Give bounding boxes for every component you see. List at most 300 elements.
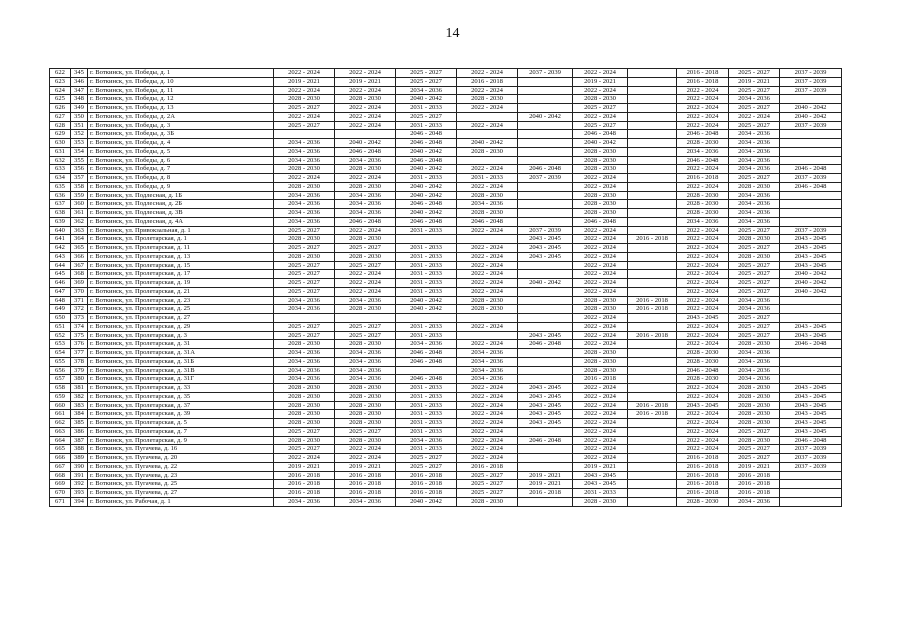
period-8-cell: 2028 - 2030 [677,209,729,218]
period-9-cell: 2028 - 2030 [729,384,780,393]
row-number-cell: 668 [50,471,71,480]
period-4-cell: 2022 - 2024 [457,427,518,436]
row-number-cell: 622 [50,69,71,78]
period-8-cell: 2016 - 2018 [677,69,729,78]
period-4-cell [457,235,518,244]
period-2-cell: 2034 - 2036 [335,209,396,218]
table-row [50,174,842,183]
period-4-cell: 2028 - 2030 [457,497,518,506]
period-6-cell: 2022 - 2024 [573,270,628,279]
period-5-cell: 2043 - 2045 [518,244,573,253]
period-3-cell: 2031 - 2033 [396,261,457,270]
house-number-cell: 353 [71,139,88,148]
period-10-cell: 2043 - 2045 [780,331,842,340]
period-9-cell: 2025 - 2027 [729,427,780,436]
table-row [50,121,842,130]
period-7-cell [628,462,677,471]
period-8-cell: 2028 - 2030 [677,191,729,200]
period-10-cell [780,191,842,200]
address-cell: г. Воткинск, ул. Победы, д. 8 [88,174,274,183]
period-6-cell: 2043 - 2045 [573,471,628,480]
period-10-cell [780,314,842,323]
period-7-cell [628,314,677,323]
house-number-cell: 375 [71,331,88,340]
address-cell: г. Воткинск, ул. Пролетарская, д. 27 [88,314,274,323]
period-7-cell [628,497,677,506]
period-5-cell [518,86,573,95]
house-number-cell: 346 [71,77,88,86]
period-1-cell: 2034 - 2036 [274,296,335,305]
period-3-cell: 2040 - 2042 [396,147,457,156]
period-2-cell: 2022 - 2024 [335,86,396,95]
period-6-cell: 2019 - 2021 [573,462,628,471]
period-9-cell: 2025 - 2027 [729,69,780,78]
period-10-cell [780,217,842,226]
period-1-cell: 2028 - 2030 [274,384,335,393]
period-7-cell [628,366,677,375]
period-10-cell: 2043 - 2045 [780,384,842,393]
period-8-cell: 2028 - 2030 [677,139,729,148]
table-row [50,209,842,218]
table-row [50,366,842,375]
period-10-cell: 2037 - 2039 [780,454,842,463]
table-row [50,322,842,331]
period-3-cell: 2031 - 2033 [396,419,457,428]
period-10-cell: 2040 - 2042 [780,279,842,288]
period-1-cell: 2028 - 2030 [274,235,335,244]
period-6-cell: 2028 - 2030 [573,165,628,174]
house-number-cell: 385 [71,419,88,428]
period-9-cell: 2034 - 2036 [729,217,780,226]
period-4-cell: 2022 - 2024 [457,340,518,349]
period-7-cell: 2016 - 2018 [628,296,677,305]
address-cell: г. Воткинск, ул. Пролетарская, д. 31 [88,340,274,349]
period-8-cell: 2022 - 2024 [677,279,729,288]
period-7-cell [628,182,677,191]
house-number-cell: 350 [71,112,88,121]
period-3-cell: 2031 - 2033 [396,226,457,235]
address-cell: г. Воткинск, ул. Пролетарская, д. 5 [88,419,274,428]
period-8-cell: 2028 - 2030 [677,497,729,506]
period-4-cell [457,156,518,165]
period-4-cell: 2025 - 2027 [457,489,518,498]
period-4-cell: 2028 - 2030 [457,209,518,218]
period-6-cell: 2022 - 2024 [573,314,628,323]
period-9-cell: 2034 - 2036 [729,130,780,139]
period-4-cell: 2022 - 2024 [457,270,518,279]
house-number-cell: 380 [71,375,88,384]
house-number-cell: 364 [71,235,88,244]
period-3-cell: 2031 - 2033 [396,384,457,393]
period-3-cell: 2031 - 2033 [396,331,457,340]
period-10-cell [780,130,842,139]
table-row [50,270,842,279]
row-number-cell: 630 [50,139,71,148]
period-1-cell: 2034 - 2036 [274,366,335,375]
period-3-cell [396,366,457,375]
period-7-cell [628,375,677,384]
row-number-cell: 640 [50,226,71,235]
period-3-cell: 2046 - 2048 [396,200,457,209]
row-number-cell: 629 [50,130,71,139]
table-row [50,200,842,209]
period-7-cell [628,392,677,401]
period-3-cell: 2031 - 2033 [396,410,457,419]
period-1-cell: 2025 - 2027 [274,104,335,113]
period-3-cell: 2046 - 2048 [396,156,457,165]
period-3-cell: 2025 - 2027 [396,454,457,463]
period-6-cell: 2028 - 2030 [573,95,628,104]
period-8-cell: 2046 - 2048 [677,366,729,375]
period-4-cell: 2022 - 2024 [457,392,518,401]
address-cell: г. Воткинск, ул. Подлесная, д. 2Б [88,200,274,209]
period-2-cell: 2028 - 2030 [335,165,396,174]
address-cell: г. Воткинск, ул. Пролетарская, д. 31Б [88,357,274,366]
period-1-cell: 2025 - 2027 [274,261,335,270]
period-1-cell: 2034 - 2036 [274,139,335,148]
row-number-cell: 655 [50,357,71,366]
period-2-cell: 2046 - 2048 [335,217,396,226]
period-4-cell: 2022 - 2024 [457,182,518,191]
house-number-cell: 355 [71,156,88,165]
row-number-cell: 663 [50,427,71,436]
period-1-cell: 2028 - 2030 [274,182,335,191]
period-6-cell: 2022 - 2024 [573,182,628,191]
row-number-cell: 659 [50,392,71,401]
period-4-cell [457,314,518,323]
period-2-cell: 2016 - 2018 [335,489,396,498]
period-6-cell: 2028 - 2030 [573,349,628,358]
period-2-cell: 2028 - 2030 [335,235,396,244]
period-8-cell: 2016 - 2018 [677,471,729,480]
row-number-cell: 656 [50,366,71,375]
period-3-cell [396,314,457,323]
row-number-cell: 646 [50,279,71,288]
period-8-cell: 2022 - 2024 [677,95,729,104]
period-2-cell: 2034 - 2036 [335,366,396,375]
period-6-cell: 2028 - 2030 [573,156,628,165]
row-number-cell: 628 [50,121,71,130]
period-8-cell: 2022 - 2024 [677,226,729,235]
period-2-cell: 2025 - 2027 [335,261,396,270]
period-7-cell [628,419,677,428]
period-9-cell: 2028 - 2030 [729,410,780,419]
period-10-cell: 2040 - 2042 [780,112,842,121]
address-cell: г. Воткинск, ул. Победы, д. 6 [88,156,274,165]
period-8-cell: 2022 - 2024 [677,261,729,270]
address-cell: г. Воткинск, ул. Пролетарская, д. 11 [88,244,274,253]
period-8-cell: 2022 - 2024 [677,410,729,419]
house-number-cell: 360 [71,200,88,209]
period-3-cell: 2046 - 2048 [396,357,457,366]
house-number-cell: 358 [71,182,88,191]
period-3-cell: 2034 - 2036 [396,86,457,95]
table-row [50,130,842,139]
period-4-cell: 2022 - 2024 [457,419,518,428]
row-number-cell: 661 [50,410,71,419]
period-1-cell: 2025 - 2027 [274,322,335,331]
row-number-cell: 649 [50,305,71,314]
table-row [50,165,842,174]
table-row [50,305,842,314]
period-9-cell: 2034 - 2036 [729,375,780,384]
period-6-cell: 2022 - 2024 [573,112,628,121]
period-5-cell: 2037 - 2039 [518,69,573,78]
period-2-cell: 2028 - 2030 [335,436,396,445]
period-8-cell: 2022 - 2024 [677,104,729,113]
period-4-cell: 2034 - 2036 [457,366,518,375]
period-5-cell [518,366,573,375]
row-number-cell: 670 [50,489,71,498]
row-number-cell: 651 [50,322,71,331]
period-2-cell: 2046 - 2048 [335,147,396,156]
address-cell: г. Воткинск, ул. Подлесная, д. 3В [88,209,274,218]
table-row [50,349,842,358]
period-2-cell: 2034 - 2036 [335,296,396,305]
period-1-cell: 2034 - 2036 [274,200,335,209]
period-9-cell: 2034 - 2036 [729,95,780,104]
house-number-cell: 376 [71,340,88,349]
period-1-cell: 2016 - 2018 [274,471,335,480]
period-9-cell: 2025 - 2027 [729,322,780,331]
period-8-cell: 2028 - 2030 [677,357,729,366]
period-4-cell: 2046 - 2048 [457,217,518,226]
row-number-cell: 645 [50,270,71,279]
period-10-cell: 2043 - 2045 [780,261,842,270]
period-2-cell: 2028 - 2030 [335,340,396,349]
period-1-cell: 2025 - 2027 [274,226,335,235]
period-8-cell: 2022 - 2024 [677,331,729,340]
period-5-cell [518,497,573,506]
period-9-cell: 2025 - 2027 [729,104,780,113]
period-4-cell: 2034 - 2036 [457,357,518,366]
period-8-cell: 2016 - 2018 [677,77,729,86]
row-number-cell: 635 [50,182,71,191]
period-7-cell [628,77,677,86]
row-number-cell: 654 [50,349,71,358]
address-cell: г. Воткинск, ул. Рабочая, д. 1 [88,497,274,506]
period-9-cell: 2025 - 2027 [729,244,780,253]
address-cell: г. Воткинск, ул. Пролетарская, д. 9 [88,436,274,445]
period-1-cell: 2019 - 2021 [274,462,335,471]
period-3-cell: 2016 - 2018 [396,489,457,498]
address-cell: г. Воткинск, ул. Привокзальная, д. 1 [88,226,274,235]
period-5-cell [518,200,573,209]
period-1-cell: 2028 - 2030 [274,95,335,104]
period-4-cell: 2022 - 2024 [457,279,518,288]
period-8-cell: 2022 - 2024 [677,287,729,296]
period-5-cell [518,156,573,165]
house-number-cell: 388 [71,445,88,454]
period-1-cell: 2025 - 2027 [274,331,335,340]
period-7-cell [628,471,677,480]
period-1-cell: 2028 - 2030 [274,401,335,410]
period-5-cell [518,357,573,366]
period-7-cell [628,489,677,498]
row-number-cell: 632 [50,156,71,165]
table-row [50,357,842,366]
house-number-cell: 348 [71,95,88,104]
period-4-cell: 2022 - 2024 [457,410,518,419]
table-row [50,384,842,393]
table-row [50,86,842,95]
period-7-cell: 2016 - 2018 [628,401,677,410]
period-3-cell: 2031 - 2033 [396,270,457,279]
house-number-cell: 362 [71,217,88,226]
period-4-cell: 2022 - 2024 [457,454,518,463]
period-4-cell: 2034 - 2036 [457,375,518,384]
period-5-cell: 2043 - 2045 [518,252,573,261]
address-cell: г. Воткинск, ул. Пугачева, д. 16 [88,445,274,454]
period-2-cell: 2034 - 2036 [335,497,396,506]
address-cell: г. Воткинск, ул. Пролетарская, д. 31В [88,366,274,375]
period-4-cell [457,112,518,121]
row-number-cell: 658 [50,384,71,393]
period-7-cell [628,480,677,489]
period-3-cell: 2046 - 2048 [396,139,457,148]
period-4-cell: 2022 - 2024 [457,69,518,78]
address-cell: г. Воткинск, ул. Пролетарская, д. 39 [88,410,274,419]
house-number-cell: 378 [71,357,88,366]
period-5-cell [518,427,573,436]
period-4-cell: 2022 - 2024 [457,445,518,454]
period-6-cell: 2028 - 2030 [573,366,628,375]
address-cell: г. Воткинск, ул. Победы, д. 3 [88,121,274,130]
schedule-table [49,68,842,507]
address-cell: г. Воткинск, ул. Пролетарская, д. 19 [88,279,274,288]
period-9-cell: 2034 - 2036 [729,156,780,165]
period-10-cell [780,209,842,218]
period-6-cell: 2028 - 2030 [573,305,628,314]
period-1-cell: 2028 - 2030 [274,165,335,174]
period-7-cell [628,349,677,358]
address-cell: г. Воткинск, ул. Пролетарская, д. 3 [88,331,274,340]
period-1-cell: 2034 - 2036 [274,147,335,156]
period-8-cell: 2034 - 2036 [677,147,729,156]
period-4-cell: 2022 - 2024 [457,401,518,410]
period-2-cell: 2022 - 2024 [335,279,396,288]
period-5-cell [518,77,573,86]
period-5-cell: 2043 - 2045 [518,235,573,244]
period-7-cell [628,340,677,349]
period-6-cell: 2028 - 2030 [573,497,628,506]
house-number-cell: 352 [71,130,88,139]
period-1-cell: 2034 - 2036 [274,349,335,358]
period-1-cell: 2022 - 2024 [274,69,335,78]
period-7-cell [628,209,677,218]
period-1-cell: 2025 - 2027 [274,279,335,288]
period-3-cell: 2031 - 2033 [396,121,457,130]
period-8-cell: 2016 - 2018 [677,480,729,489]
period-2-cell: 2028 - 2030 [335,384,396,393]
period-6-cell: 2022 - 2024 [573,331,628,340]
period-2-cell: 2034 - 2036 [335,357,396,366]
period-1-cell: 2034 - 2036 [274,217,335,226]
table-row [50,261,842,270]
period-5-cell: 2019 - 2021 [518,480,573,489]
period-6-cell: 2022 - 2024 [573,445,628,454]
period-4-cell: 2022 - 2024 [457,121,518,130]
period-6-cell: 2022 - 2024 [573,226,628,235]
address-cell: г. Воткинск, ул. Пугачева, д. 25 [88,480,274,489]
period-10-cell: 2037 - 2039 [780,445,842,454]
period-3-cell [396,235,457,244]
period-6-cell: 2028 - 2030 [573,209,628,218]
period-6-cell: 2031 - 2033 [573,489,628,498]
period-5-cell: 2037 - 2039 [518,226,573,235]
house-number-cell: 347 [71,86,88,95]
period-2-cell: 2022 - 2024 [335,104,396,113]
period-10-cell: 2046 - 2048 [780,340,842,349]
period-2-cell: 2025 - 2027 [335,244,396,253]
period-1-cell: 2022 - 2024 [274,86,335,95]
period-5-cell [518,270,573,279]
period-10-cell: 2043 - 2045 [780,322,842,331]
period-6-cell: 2022 - 2024 [573,454,628,463]
period-5-cell [518,287,573,296]
period-8-cell: 2022 - 2024 [677,436,729,445]
period-10-cell: 2043 - 2045 [780,410,842,419]
row-number-cell: 671 [50,497,71,506]
table-row [50,191,842,200]
period-8-cell: 2022 - 2024 [677,86,729,95]
row-number-cell: 639 [50,217,71,226]
period-4-cell: 2028 - 2030 [457,305,518,314]
period-10-cell: 2043 - 2045 [780,252,842,261]
period-9-cell: 2028 - 2030 [729,340,780,349]
period-10-cell: 2043 - 2045 [780,427,842,436]
period-9-cell: 2034 - 2036 [729,165,780,174]
period-3-cell: 2040 - 2042 [396,95,457,104]
period-3-cell: 2040 - 2042 [396,497,457,506]
table-row [50,296,842,305]
address-cell: г. Воткинск, ул. Пролетарская, д. 33 [88,384,274,393]
period-9-cell: 2034 - 2036 [729,200,780,209]
period-8-cell: 2028 - 2030 [677,200,729,209]
table-row [50,147,842,156]
period-8-cell: 2046 - 2048 [677,130,729,139]
period-3-cell: 2016 - 2018 [396,471,457,480]
period-7-cell [628,279,677,288]
period-9-cell: 2019 - 2021 [729,462,780,471]
period-7-cell [628,165,677,174]
period-3-cell: 2031 - 2033 [396,427,457,436]
period-5-cell [518,182,573,191]
period-8-cell: 2016 - 2018 [677,174,729,183]
period-9-cell: 2016 - 2018 [729,480,780,489]
table-row [50,331,842,340]
period-8-cell: 2043 - 2045 [677,401,729,410]
period-2-cell: 2034 - 2036 [335,375,396,384]
period-7-cell [628,454,677,463]
address-cell: г. Воткинск, ул. Подлесная, д. 4А [88,217,274,226]
period-2-cell: 2028 - 2030 [335,252,396,261]
period-6-cell: 2028 - 2030 [573,357,628,366]
period-3-cell: 2040 - 2042 [396,165,457,174]
period-5-cell [518,209,573,218]
period-4-cell: 2025 - 2027 [457,480,518,489]
period-7-cell [628,445,677,454]
period-10-cell [780,147,842,156]
period-1-cell: 2034 - 2036 [274,209,335,218]
period-1-cell: 2016 - 2018 [274,480,335,489]
period-2-cell: 2028 - 2030 [335,410,396,419]
period-2-cell: 2022 - 2024 [335,112,396,121]
page-number: 14 [445,26,460,41]
address-cell: г. Воткинск, ул. Победы, д. 2А [88,112,274,121]
period-3-cell: 2040 - 2042 [396,209,457,218]
table-row [50,95,842,104]
